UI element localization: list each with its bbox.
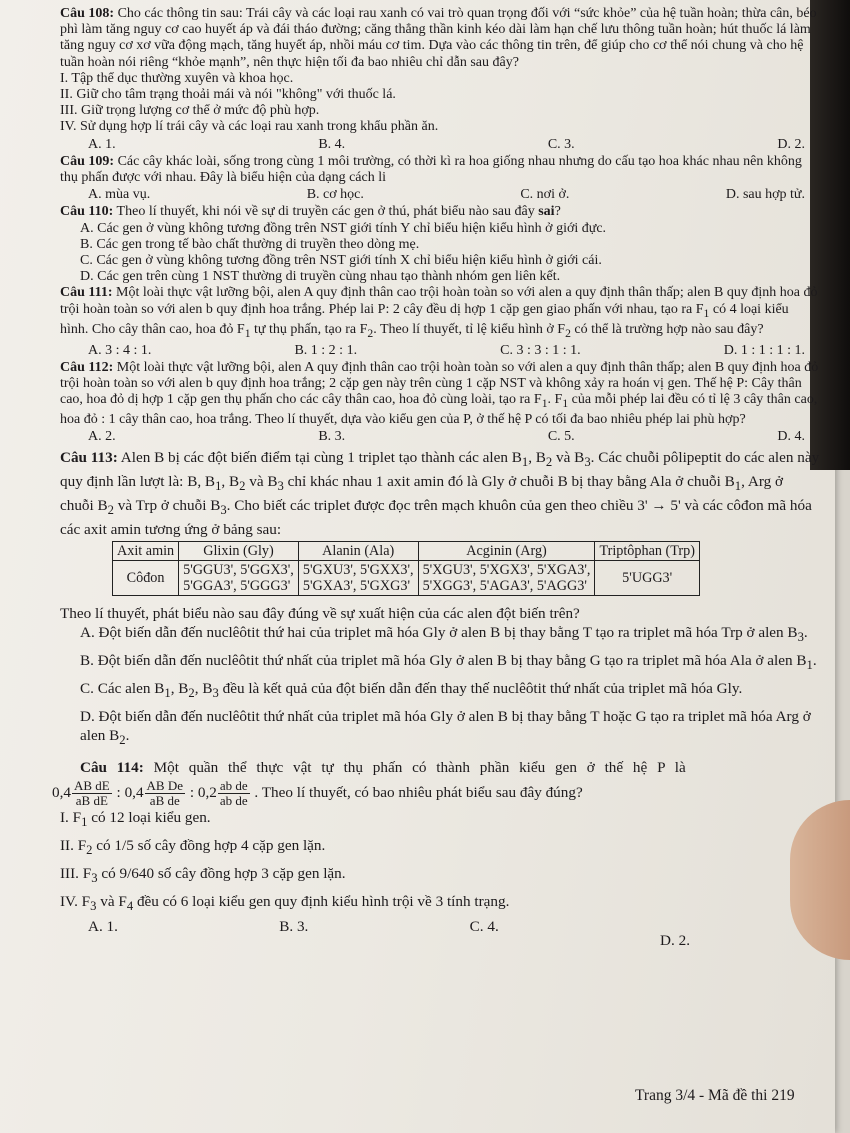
table-cell: 5'XGU3', 5'XGX3', 5'XGA3', 5'XGG3', 5'AGA3', 5'AGG3' — [418, 560, 595, 595]
option-a[interactable]: A. 2. — [88, 429, 116, 445]
question-114: Câu 114: Một quần thể thực vật tự thụ phấn có thành phần kiểu gen ở thế hệ P là 0,4 $\frac{\text{AB dE}}{\text{aB dE}}$ : 0,4 $\frac{\text{AB De}}{\text{aB de}}$ : 0,2 $\frac{\text{ab de}}{\text{ab de}}$ . Theo lí thuyết, có bao nhiêu phát biểu sau đây đúng? I. $F_1$ có 12 loại kiểu gen. II. $F_2$ có 1/5 số cây đồng hợp 4 cặp gen lặn. III. $F_3$ có 9/640 số cây đồng hợp 3 cặp gen lặn. IV. $F_3$ và $F_4$ đều có 6 loại kiểu gen quy định kiểu hình trội về 3 tính trạng. A. 1. B. 3. C. 4. D. 2. — [60, 758, 820, 950]
option-b[interactable]: B. 4. — [318, 136, 346, 152]
statement: I. $F_1$ có 12 loại kiểu gen. — [60, 808, 211, 829]
table-cell: 5'UGG3' — [595, 560, 700, 595]
answer-options — [60, 917, 820, 950]
option-c[interactable]: C. 5. — [547, 429, 575, 445]
option-c[interactable]: C. nơi ở. — [520, 187, 570, 203]
option-c[interactable]: C. Các alen $B_1$, $B_2$, $B_3$ đều là kết quả của đột biến dẫn đến thay thế nuclêôtit thứ nhất của triplet mã hóa Gly. — [80, 679, 743, 700]
option-b[interactable]: B. 3. — [318, 429, 346, 445]
option-d[interactable]: D. Các gen trên cùng 1 NST thường di truyền cùng nhau tạo thành nhóm gen liên kết. — [80, 269, 561, 285]
option-a[interactable]: A. 1. — [88, 918, 118, 936]
statement: IV. Sử dụng hợp lí trái cây và các loại rau xanh trong khẩu phần ăn. — [60, 119, 439, 135]
page-content — [52, 6, 820, 951]
question-109: Câu 109: Các cây khác loài, sống trong cùng 1 môi trường, có thời kì ra hoa giống nhau nhưng do cấu tạo hoa khác nhau nên không thụ phấn được với nhau. Đây là biểu hiện của dạng cách li — [60, 153, 802, 186]
question-108: Câu 108: Cho các thông tin sau: Trái cây và các loại rau xanh có vai trò quan trọng đối với “sức khỏe” của hệ tuần hoàn; thừa cân, béo phì làm tăng nguy cơ cao huyết áp và đái tháo đường; căng thẳng thần kinh kéo dài làm hạn chế lưu thông tuần hoàn; hút thuốc lá làm tăng nguy cơ xơ vữa động mạch, tăng huyết áp, nhồi máu cơ tim. Dựa vào các thông tin trên, để giúp cho cơ thể nói chung và cho hệ tuần hoàn nói riêng “khỏe mạnh”, nên thực hiện tối đa bao nhiêu chỉ dẫn sau đây? — [60, 6, 817, 70]
option-c[interactable]: C. Các gen ở vùng không tương đồng trên NST giới tính X chỉ biểu hiện kiểu hình ở giới cái. — [80, 253, 602, 269]
option-b[interactable]: B. 3. — [279, 918, 309, 936]
option-a[interactable]: A. 3 : 4 : 1. — [88, 342, 152, 358]
option-a[interactable]: A. 1. — [88, 136, 116, 152]
table-cell: Côđon — [113, 560, 179, 595]
statement: III. Giữ trọng lượng cơ thể ở mức độ phù hợp. — [60, 103, 320, 119]
table-header: Alanin (Ala) — [298, 541, 418, 560]
table-header: Triptôphan (Trp) — [595, 541, 700, 560]
table-cell: 5'GGU3', 5'GGX3', 5'GGA3', 5'GGG3' — [179, 560, 299, 595]
option-b[interactable]: B. Các gen trong tế bào chất thường di truyền theo dòng mẹ. — [80, 236, 420, 252]
option-b[interactable]: B. 1 : 2 : 1. — [294, 342, 358, 358]
statement: II. $F_2$ có 1/5 số cây đồng hợp 4 cặp gen lặn. — [60, 836, 326, 857]
option-d[interactable]: D. Đột biến dẫn đến nuclêôtit thứ nhất của triplet mã hóa Gly ở alen B bị thay bằng T hoặc G tạo ra triplet mã hóa Arg ở alen $B_2$. — [80, 707, 811, 747]
statement: IV. $F_3$ và $F_4$ đều có 6 loại kiểu gen quy định kiểu hình trội về 3 tính trạng. — [60, 892, 510, 914]
option-d[interactable]: D. 2. — [660, 932, 690, 950]
page-footer: Trang 3/4 - Mã đề thi 219 — [635, 1087, 795, 1104]
option-d[interactable]: D. 1 : 1 : 1 : 1. — [723, 342, 805, 358]
option-a[interactable]: A. Đột biến dẫn đến nuclêôtit thứ hai của triplet mã hóa Gly ở alen B bị thay bằng T tạo ra triplet mã hóa Trp ở alen $B_3$. — [80, 623, 808, 644]
codon-table — [112, 541, 700, 596]
table-header: Acginin (Arg) — [418, 541, 595, 560]
statement: III. $F_3$ có 9/640 số cây đồng hợp 3 cặp gen lặn. — [60, 864, 346, 885]
statement: I. Tập thể dục thường xuyên và khoa học. — [60, 70, 294, 86]
option-a[interactable]: A. Các gen ở vùng không tương đồng trên NST giới tính Y chỉ biểu hiện kiểu hình ở giới đực. — [80, 220, 607, 236]
option-a[interactable]: A. mùa vụ. — [88, 187, 151, 203]
option-c[interactable]: C. 4. — [469, 918, 499, 936]
answer-options — [60, 137, 820, 153]
option-c[interactable]: C. 3 : 3 : 1 : 1. — [500, 342, 581, 358]
question-110: Câu 110: Theo lí thuyết, khi nói về sự di truyền các gen ở thú, phát biểu nào sau đây sai? — [60, 204, 561, 220]
question-112: Câu 112: Một loài thực vật lưỡng bội, alen A quy định thân cao trội hoàn toàn so với alen a quy định thân thấp; alen B quy định hoa đỏ trội hoàn toàn so với alen b quy định hoa trắng; 2 cặp gen này trên cùng 1 cặp NST và không xảy ra hoán vị gen. Thế hệ P: Cây thân cao, hoa đỏ dị hợp 1 cặp gen thụ phấn cho các cây thân cao, hoa đỏ cùng loài, tạo ra $F_1$. $F_1$ của mỗi phép lai đều có tỉ lệ 3 cây thân cao, hoa đỏ : 1 cây thân cao, hoa trắng. Theo lí thuyết, dựa vào kiểu gen của P, ở thế hệ P có tối đa bao nhiêu phép lai phù hợp? — [60, 359, 819, 428]
option-d[interactable]: D. 4. — [777, 429, 805, 445]
option-b[interactable]: B. Đột biến dẫn đến nuclêôtit thứ nhất của triplet mã hóa Gly ở alen B bị thay bằng G tạo ra triplet mã hóa Ala ở alen $B_1$. — [80, 651, 817, 672]
table-cell: 5'GXU3', 5'GXX3', 5'GXA3', 5'GXG3' — [298, 560, 418, 595]
option-b[interactable]: B. cơ học. — [306, 187, 364, 203]
genotype-formula: 0,4 $\frac{\text{AB dE}}{\text{aB dE}}$ : 0,4 $\frac{\text{AB De}}{\text{aB de}}$ : 0,2 $\frac{\text{ab de}}{\text{ab de}}$ . Theo lí thuyết, có bao nhiêu phát biểu sau đây đúng? — [52, 777, 583, 808]
table-header: Glixin (Gly) — [179, 541, 299, 560]
answer-options — [60, 187, 820, 203]
option-c[interactable]: C. 3. — [547, 136, 575, 152]
table-header: Axit amin — [113, 541, 179, 560]
question-113: Câu 113: Alen B bị các đột biến điểm tại cùng 1 triplet tạo thành các alen $B_1$, $B_2$ và $B_3$. Các chuỗi pôlipeptit do các alen này quy định lần lượt là: B, $B_1$, $B_2$ và $B_3$ chỉ khác nhau 1 axit amin đó là Gly ở chuỗi B bị thay bằng Ala ở chuỗi $B_1$, Arg ở chuỗi $B_2$ và Trp ở chuỗi $B_3$. Cho biết các triplet được đọc trên mạch khuôn của gen theo chiều 3' → 5' và các côđon mã hóa các axit amin tương ứng ở bảng sau: — [60, 448, 820, 538]
question-113-options: Theo lí thuyết, phát biểu nào sau đây đúng về sự xuất hiện của các alen đột biến trên? A. Đột biến dẫn đến nuclêôtit thứ hai của triplet mã hóa Gly ở alen B bị thay bằng T tạo ra triplet mã hóa Trp ở alen $B_3$. B. Đột biến dẫn đến nuclêôtit thứ nhất của triplet mã hóa Gly ở alen B bị thay bằng G tạo ra triplet mã hóa Ala ở alen $B_1$. C. Các alen $B_1$, $B_2$, $B_3$ đều là kết quả của đột biến dẫn đến thay thế nuclêôtit thứ nhất của triplet mã hóa Gly. D. Đột biến dẫn đến nuclêôtit thứ nhất của triplet mã hóa Gly ở alen B bị thay bằng T hoặc G tạo ra triplet mã hóa Arg ở alen $B_2$. — [60, 604, 820, 750]
answer-options — [60, 343, 820, 359]
question-111: Câu 111: Một loài thực vật lưỡng bội, alen A quy định thân cao trội hoàn toàn so với alen a quy định thân thấp; alen B quy định hoa đỏ trội hoàn toàn so với alen b quy định hoa trắng. Phép lai P: 2 cây đều dị hợp 1 cặp gen giao phấn với nhau, tạo ra $F_1$ có 4 loại kiểu hình. Cho cây thân cao, hoa đỏ $F_1$ tự thụ phấn, tạo ra $F_2$. Theo lí thuyết, tỉ lệ kiểu hình ở $F_2$ có thể là trường hợp nào sau đây? — [60, 285, 818, 340]
option-d[interactable]: D. sau hợp tử. — [725, 187, 805, 203]
answer-options — [60, 429, 820, 445]
option-d[interactable]: D. 2. — [777, 136, 805, 152]
statement: II. Giữ cho tâm trạng thoải mái và nói "không" với thuốc lá. — [60, 87, 396, 103]
